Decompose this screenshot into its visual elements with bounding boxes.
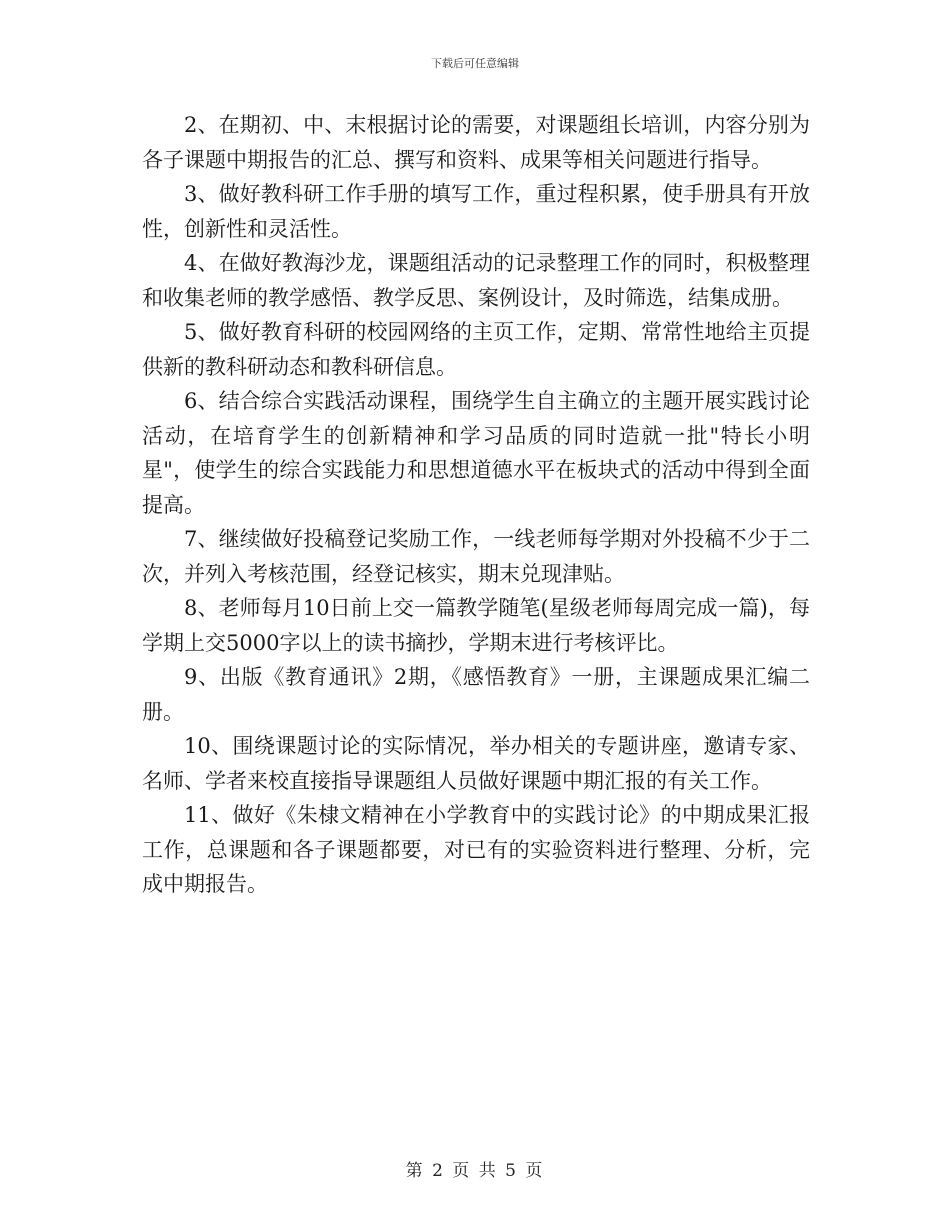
paragraph-item-11: 11、做好《朱棣文精神在小学教育中的实践讨论》的中期成果汇报工作，总课题和各子课题都要，对已有的实验资料进行整理、分析，完成中期报告。	[142, 803, 810, 896]
paragraph-item-3: 3、做好教科研工作手册的填写工作，重过程积累，使手册具有开放性，创新性和灵活性。	[142, 182, 810, 241]
paragraph-item-5: 5、做好教育科研的校园网络的主页工作，定期、常常性地给主页提供新的教科研动态和教科研信息。	[142, 320, 810, 379]
document-body	[142, 108, 810, 902]
paragraph-item-2: 2、在期初、中、末根据讨论的需要，对课题组长培训，内容分别为各子课题中期报告的汇总、撰写和资料、成果等相关问题进行指导。	[142, 113, 810, 172]
paragraph-item-8: 8、老师每月10日前上交一篇教学随笔(星级老师每周完成一篇)，每学期上交5000字以上的读书摘抄，学期末进行考核评比。	[142, 596, 810, 655]
paragraph-item-7: 7、继续做好投稿登记奖励工作，一线老师每学期对外投稿不少于二次，并列入考核范围，经登记核实，期末兑现津贴。	[142, 527, 810, 586]
paragraph-item-4: 4、在做好教海沙龙，课题组活动的记录整理工作的同时，积极整理和收集老师的教学感悟、教学反思、案例设计，及时筛选，结集成册。	[142, 251, 810, 310]
page-header: 下载后可任意编辑	[431, 57, 519, 70]
paragraph-item-9: 9、出版《教育通讯》2期，《感悟教育》一册，主课题成果汇编二册。	[142, 665, 810, 724]
paragraph-item-10: 10、围绕课题讨论的实际情况，举办相关的专题讲座，邀请专家、名师、学者来校直接指导课题组人员做好课题中期汇报的有关工作。	[142, 734, 810, 793]
paragraph-item-6: 6、结合综合实践活动课程，围绕学生自主确立的主题开展实践讨论活动，在培育学生的创新精神和学习品质的同时造就一批"特长小明星"，使学生的综合实践能力和思想道德水平在板块式的活动中得到全面提高。	[142, 389, 810, 517]
page-number-footer: 第 2 页 共 5 页	[405, 1161, 545, 1181]
